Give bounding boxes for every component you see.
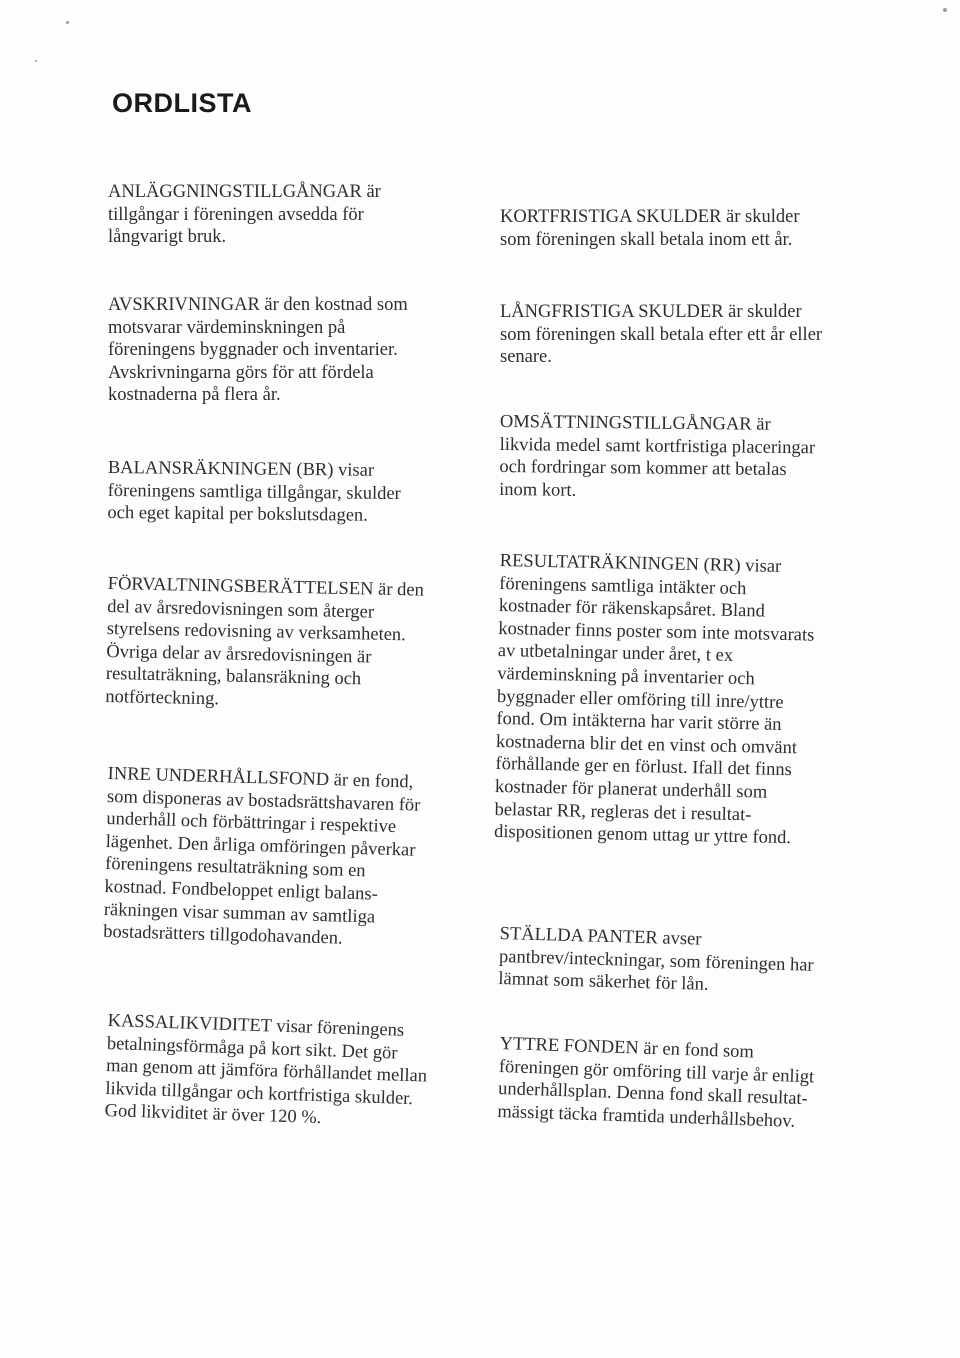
entry-line: föreningen gör omföring till varje år enligt bbox=[498, 1056, 815, 1088]
entry-line: av utbetalningar under året, t ex bbox=[497, 641, 734, 667]
entry-line: LÅNGFRISTIGA SKULDER är skulder bbox=[500, 302, 802, 322]
entry-line: som föreningen skall betala inom ett år. bbox=[500, 229, 793, 250]
entry-line: kostnad. Fondbeloppet enligt balans- bbox=[104, 876, 379, 905]
scan-speck bbox=[66, 21, 69, 24]
entry-line: lämnat som säkerhet för lån. bbox=[498, 969, 709, 996]
entry-line: AVSKRIVNINGAR är den kostnad som bbox=[108, 295, 408, 315]
entry-line: räkningen visar summan av samtliga bbox=[103, 899, 376, 928]
entry-line: långvarigt bruk. bbox=[108, 227, 227, 248]
entry-line: dispositionen genom uttag ur yttre fond. bbox=[493, 822, 792, 849]
glossary-entry-stallda-panter bbox=[498, 923, 870, 1001]
entry-line: FÖRVALTNINGSBERÄTTELSEN är den bbox=[107, 573, 425, 601]
glossary-entry-kassalikviditet bbox=[104, 1010, 468, 1135]
entry-line: föreningens samtliga tillgångar, skulder bbox=[107, 480, 401, 504]
entry-line: BALANSRÄKNINGEN (BR) visar bbox=[107, 457, 375, 481]
glossary-entry-avskrivningar bbox=[108, 294, 468, 407]
glossary-entry-yttre-fonden bbox=[497, 1033, 870, 1136]
glossary-entry-anlaggningstillgangar bbox=[108, 181, 468, 249]
entry-line: föreningens resultaträkning som en bbox=[104, 854, 366, 882]
entry-line: kostnader för räkenskapsåret. Bland bbox=[498, 596, 766, 622]
entry-line: OMSÄTTNINGSTILLGÅNGAR är bbox=[499, 411, 771, 435]
glossary-entry-omsattningstillgangar bbox=[499, 411, 870, 505]
entry-line: värdeminskning på inventarier och bbox=[497, 663, 755, 690]
entry-line: byggnader eller omföring till inre/yttre bbox=[496, 686, 784, 713]
entry-line: och eget kapital per bokslutsdagen. bbox=[107, 503, 368, 526]
entry-line: senare. bbox=[500, 347, 552, 368]
entry-line: kostnaderna blir det en vinst och omvänt bbox=[495, 731, 798, 759]
glossary-entry-balansrakningen bbox=[107, 457, 468, 529]
entry-line: notförteckning. bbox=[105, 686, 220, 710]
entry-line: resultaträkning, balansräkning och bbox=[105, 664, 362, 690]
entry-line: tillgångar i föreningen avsedda för bbox=[108, 204, 364, 225]
entry-line: man genom att jämföra förhållandet mellan bbox=[105, 1056, 428, 1087]
entry-line: likvida medel samt kortfristiga placeringar bbox=[499, 434, 816, 458]
entry-line: styrelsens redovisning av verksamheten. bbox=[106, 619, 406, 646]
glossary-entry-langfristiga-skulder bbox=[500, 301, 870, 369]
entry-line: föreningens samtliga intäkter och bbox=[499, 573, 747, 599]
entry-line: KORTFRISTIGA SKULDER är skulder bbox=[500, 207, 800, 227]
entry-line: bostadsrätters tillgodohavanden. bbox=[102, 922, 343, 949]
scan-speck bbox=[943, 8, 947, 12]
entry-line: Avskrivningarna görs för att fördela bbox=[108, 362, 374, 383]
entry-line: förhållande ger en förlust. Ifall det finns bbox=[495, 754, 793, 781]
glossary-entry-kortfristiga-skulder bbox=[500, 206, 870, 251]
entry-line: som föreningen skall betala efter ett år eller bbox=[500, 324, 823, 345]
entry-line: föreningens byggnader och inventarier. bbox=[108, 340, 398, 361]
entry-line: del av årsredovisningen som återger bbox=[107, 596, 375, 623]
entry-line: inom kort. bbox=[499, 479, 577, 501]
entry-line: underhållsplan. Denna fond skall resultat- bbox=[497, 1079, 809, 1110]
page-title: ORDLISTA bbox=[112, 88, 252, 118]
entry-line: mässigt täcka framtida underhållsbehov. bbox=[497, 1101, 796, 1132]
glossary-entry-inre-underhallsfond bbox=[103, 763, 468, 954]
glossary-entry-resultatrakningen bbox=[494, 550, 870, 851]
entry-line: kostnader finns poster som inte motsvarats bbox=[498, 618, 815, 646]
entry-line: INRE UNDERHÅLLSFOND är en fond, bbox=[107, 763, 414, 793]
entry-line: YTTRE FONDEN är en fond som bbox=[499, 1033, 755, 1063]
entry-line: Övriga delar av årsredovisningen är bbox=[106, 641, 372, 668]
entry-line: fond. Om intäkterna har varit större än bbox=[496, 709, 782, 736]
entry-line: likvida tillgångar och kortfristiga skulder. bbox=[105, 1078, 414, 1109]
entry-line: underhåll och förbättringar i respektive bbox=[106, 809, 397, 838]
entry-line: och fordringar som kommer att betalas bbox=[499, 457, 787, 481]
entry-line: STÄLLDA PANTER avser bbox=[499, 923, 702, 950]
glossary-entry-forvaltningsberattelsen bbox=[105, 573, 468, 716]
entry-line: RESULTATRÄKNINGEN (RR) visar bbox=[499, 550, 782, 577]
entry-line: kostnader för planerat underhåll som bbox=[494, 776, 768, 803]
entry-line: lägenhet. Den årliga omföringen påverkar bbox=[105, 831, 416, 861]
entry-line: KASSALIKVIDITET visar föreningens bbox=[107, 1010, 405, 1041]
scan-speck bbox=[35, 60, 37, 62]
entry-line: kostnaderna på flera år. bbox=[108, 385, 281, 406]
entry-line: pantbrev/inteckningar, som föreningen har bbox=[498, 946, 814, 976]
entry-line: motsvarar värdeminskningen på bbox=[108, 317, 346, 338]
entry-line: som disponeras av bostadsrättshavaren för bbox=[106, 786, 421, 816]
entry-line: God likviditet är över 120 %. bbox=[104, 1101, 322, 1129]
entry-line: belastar RR, regleras det i resultat- bbox=[494, 799, 752, 825]
entry-line: ANLÄGGNINGSTILLGÅNGAR är bbox=[108, 182, 381, 202]
entry-line: betalningsförmåga på kort sikt. Det gör bbox=[106, 1033, 398, 1064]
